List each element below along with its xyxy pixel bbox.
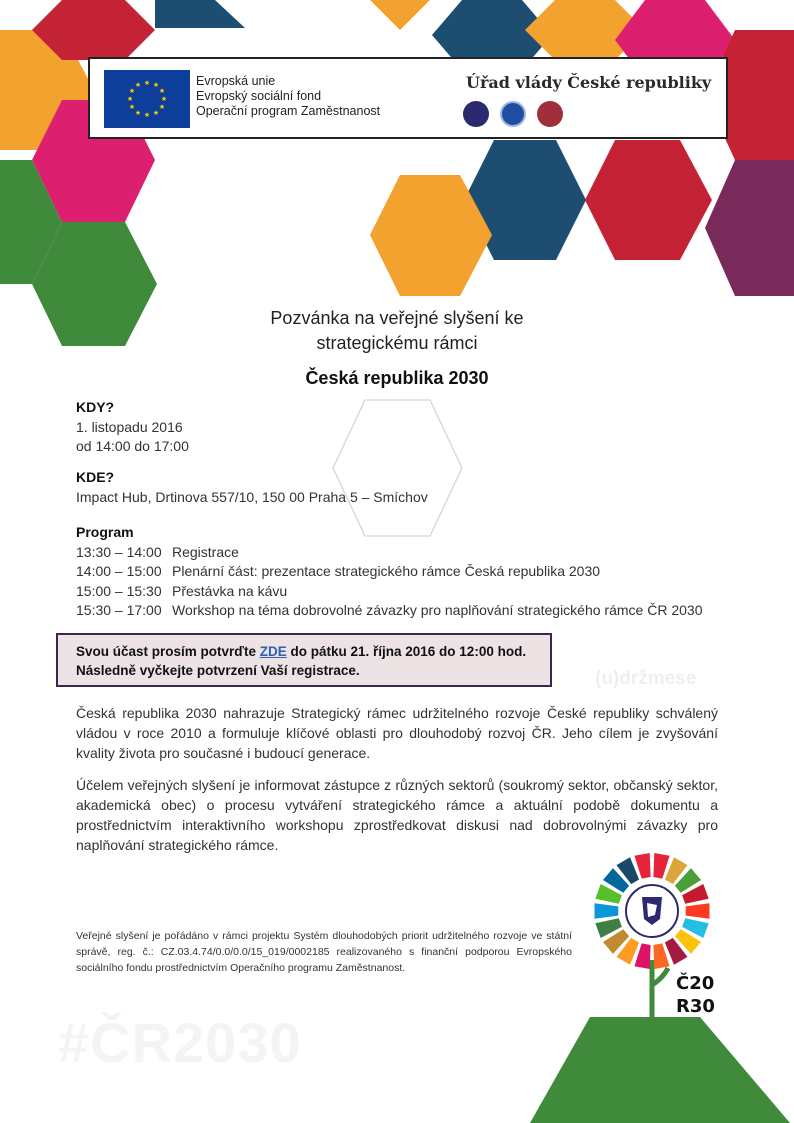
hex-navy-top [155,0,245,28]
svg-text:★: ★ [128,87,136,95]
when-time: od 14:00 do 17:00 [76,438,189,454]
svg-text:★: ★ [128,103,136,111]
eu-line-2: Evropský sociální fond [196,89,322,103]
lion-seal-icon [463,101,489,127]
registration-pre-text: Svou účast prosím potvrďte [76,644,260,659]
footer-note: Veřejné slyšení je pořádáno v rámci projektu Systém dlouhodobých priorit udržitelného rozvoje ve státní správě, reg. č.: CZ.03.4.74/0.0/0.0/15_019/0002185 realizovaného s finanční podporou Evropského sociálního fondu prostřednictvím Operačního programu Zaměstnanost. [76,930,572,974]
hex-red-far-right [585,140,712,260]
paragraph-intro: Česká republika 2030 nahrazuje Strategický rámec udržitelného rozvoje České republiky schválený vládou v roce 2010 a formuluje klíčové oblasti pro dlouhodobý rozvoj ČR. Jeho cílem je zvyšování kvality života pro současné i budoucí generace. [76,705,718,761]
svg-text:★: ★ [158,87,166,95]
program-label: Workshop na téma dobrovolné závazky pro naplňování strategického rámce ČR 2030 [172,602,703,618]
svg-text:★: ★ [152,81,160,89]
program-time: 15:00 – 15:30 [76,582,162,599]
where-section [76,468,428,507]
program-item [76,543,702,563]
when-heading: KDY? [76,399,115,415]
registration-post-text: do pátku 21. října 2016 do 12:00 hod. [286,644,527,659]
hex-orange-center [370,0,430,30]
where-address: Impact Hub, Drtinova 557/10, 150 00 Praha 5 – Smíchov [76,488,428,505]
udrzmese-watermark: (u)držmese [595,668,697,689]
svg-text:★: ★ [152,109,160,117]
logo-text-line-2: R30 [676,996,715,1017]
main-title: Česká republika 2030 [305,368,489,388]
svg-text:★: ★ [134,81,142,89]
invitation-title [180,306,614,356]
when-section [76,398,189,457]
svg-text:★: ★ [158,103,166,111]
government-office-title: Úřad vlády České republiky [466,73,712,92]
invitation-title-line-1: Pozvánka na veřejné slyšení ke [270,308,524,328]
where-heading: KDE? [76,469,115,485]
sdg-segment [686,903,710,919]
hashtag-watermark: #ČR2030 [58,1011,302,1074]
program-time: 13:30 – 14:00 [76,543,162,560]
program-time: 15:30 – 17:00 [76,602,162,618]
sdg-segment [595,903,619,919]
svg-text:★: ★ [126,95,134,103]
program-section [76,523,702,621]
svg-text:★: ★ [143,111,151,119]
invitation-title-line-2: strategickému rámci [316,333,478,353]
hex-purple-right [705,160,794,296]
eu-seal-icon [500,101,526,127]
registration-line-1 [76,642,550,661]
logo-text-line-1: Č20 [676,973,715,994]
sdg-wheel [595,853,710,969]
green-hill [530,1017,790,1123]
program-item [76,601,702,621]
program-item [76,582,702,602]
registration-link[interactable]: ZDE [259,644,287,659]
svg-text:★: ★ [134,109,142,117]
registration-box [56,633,552,687]
cr2030-seal-icon [537,101,563,127]
program-time: 14:00 – 15:00 [76,563,162,579]
eu-program-text [196,74,380,119]
when-date: 1. listopadu 2016 [76,418,183,435]
paragraph-purpose: Účelem veřejných slyšení je informovat zástupce z různých sektorů (soukromý sektor, občanský sektor, akademická obec) o procesu vytváření strategického rámce a aktuální podobě dokumentu a prostřednictvím interaktivního workshopu zprostředkovat diskusi nad dobrovolnými závazky pro naplňování strategického rámce. [76,777,718,853]
header-logo-box [88,57,728,139]
program-heading: Program [76,524,134,540]
eu-flag-icon [104,70,190,128]
program-label: Přestávka na kávu [172,582,288,599]
program-item [76,562,702,582]
program-label: Registrace [172,543,239,560]
registration-line-2: Následně vyčkejte potvrzení Vaší registrace. [76,663,360,678]
program-label: Plenární část: prezentace strategického rámce Česká republika 2030 [172,563,601,579]
eu-line-3: Operační program Zaměstnanost [196,104,381,118]
svg-text:★: ★ [143,79,151,87]
eu-line-1: Evropská unie [196,74,276,88]
svg-text:★: ★ [160,95,168,103]
